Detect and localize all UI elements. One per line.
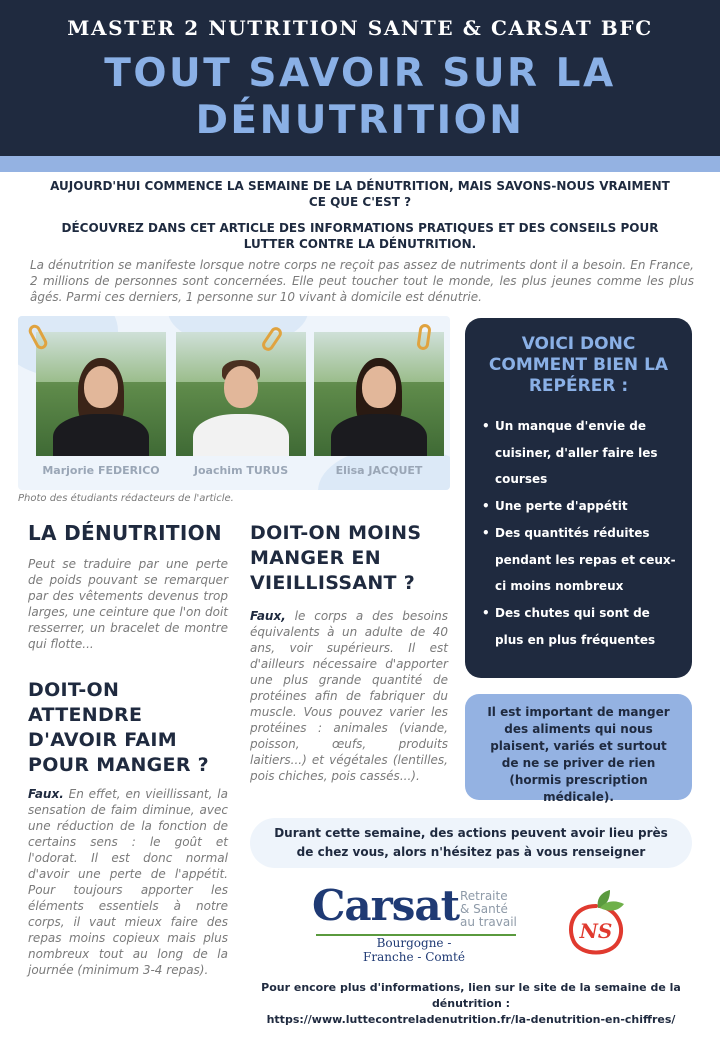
spot-signs-title: VOICI DONC COMMENT BIEN LA REPÉRER :: [488, 334, 669, 396]
spot-signs-list: [495, 413, 681, 653]
lead-paragraph: La dénutrition se manifeste lorsque notre corps ne reçoit pas assez de nutriments dont il a besoin. En France, 2 millions de personnes sont concernées. Elle peut toucher tout le monde, les plus jeunes comme les plus âgés. Parmi ces derniers, 1 personne sur 10 vivant à domicile est dénutrie.: [30, 258, 694, 304]
text-attendre-faim-body: En effet, en vieillissant, la sensation de faim diminue, avec une réduction de la fonction de certains sens : le goût et l'odorat. Il est donc normal d'avoir une perte de l'appétit. Pour toujours apporter les éléments essentiels à notre corps, il vaut mieux faire des repas moins copieux mais plus nombreux tout au long de la journée (minimum 3-4 repas).: [28, 787, 228, 977]
text-attendre-faim: [28, 786, 228, 978]
photo-caption: Photo des étudiants rédacteurs de l'article.: [18, 493, 234, 504]
carsat-logo-word: Carsat: [312, 881, 460, 930]
header-stripe: [0, 156, 720, 172]
student-photos-panel: [18, 316, 450, 490]
footer-link[interactable]: https://www.luttecontreladenutrition.fr/la-denutrition-en-chiffres/: [266, 1013, 676, 1026]
heading-moins-manger: DOIT-ON MOINS MANGER EN VIEILLISSANT ?: [250, 522, 422, 594]
actions-note: Durant cette semaine, des actions peuvent avoir lieu près de chez vous, alors n'hésitez pas à vous renseigner: [250, 818, 692, 868]
footer-info: [236, 980, 706, 1028]
carsat-region-line: Bourgogne -: [376, 936, 452, 950]
answer-faux-2: Faux,: [250, 609, 286, 623]
text-moins-manger-body: le corps a des besoins équivalents à un adulte de 40 ans, voir supérieurs. Il est d'ailleurs nécessaire d'apporter une plus grande quantité de protéines afin de fabriquer du muscle. Vous pouvez varier les protéines : animales (viande, poisson, œufs, produits laitiers...) et végétales (lentilles, pois chiches, pois cassés...).: [250, 609, 448, 783]
page-title-line-2: DÉNUTRITION: [195, 98, 525, 143]
student-name-3: Elisa JACQUET: [335, 464, 423, 477]
heading-denutrition: LA DÉNUTRITION: [28, 521, 222, 545]
advice-card: Il est important de manger des aliments qui nous plaisent, variés et surtout de ne se priver de rien (hormis prescription médicale).: [465, 694, 692, 800]
student-name-2: Joachim TURUS: [193, 464, 289, 477]
text-denutrition: Peut se traduire par une perte de poids pouvant se remarquer par des vêtements devenus trop larges, une ceinture que l'on doit resserrer, un bracelet de montre qui flotte...: [28, 557, 228, 651]
answer-faux-1: Faux.: [28, 787, 64, 801]
list-item: • Une perte d'appétit: [495, 493, 681, 520]
nutrition-sante-logo: [560, 888, 632, 960]
page-title: [40, 50, 680, 144]
carsat-region-line: Franche - Comté: [363, 950, 465, 964]
carsat-logo: [312, 882, 526, 966]
carsat-tag-line: Retraite: [460, 889, 508, 903]
article-intro: DÉCOUVREZ DANS CET ARTICLE DES INFORMATIONS PRATIQUES ET DES CONSEILS POUR LUTTER CONTRE LA DÉNUTRITION.: [61, 221, 659, 251]
carsat-logo-tagline: [460, 890, 517, 929]
footer-info-text: Pour encore plus d'informations, lien sur le site de la semaine de la dénutrition :: [261, 981, 681, 1010]
header-organization: MASTER 2 NUTRITION SANTE & CARSAT BFC: [67, 16, 653, 40]
student-photo-3: [314, 332, 444, 456]
list-item: • Des chutes qui sont de plus en plus fréquentes: [495, 600, 681, 653]
list-item: • Un manque d'envie de cuisiner, d'aller faire les courses: [495, 413, 681, 493]
student-name-1: Marjorie FEDERICO: [42, 464, 160, 477]
heading-attendre-faim: DOIT-ON ATTENDRE D'AVOIR FAIM POUR MANGER ?: [28, 679, 210, 776]
ns-logo-mark: NS: [579, 919, 613, 943]
list-item: • Des quantités réduites pendant les repas et ceux-ci moins nombreux: [495, 520, 681, 600]
header-banner: [0, 0, 720, 156]
intro-question: AUJOURD'HUI COMMENCE LA SEMAINE DE LA DÉNUTRITION, MAIS SAVONS-NOUS VRAIMENT CE QUE C'EST ?: [50, 179, 670, 209]
student-photo-2: [176, 332, 306, 456]
student-photo-1: [36, 332, 166, 456]
carsat-tag-line: & Santé: [460, 902, 508, 916]
carsat-logo-region: [358, 936, 470, 964]
page-title-line-1: TOUT SAVOIR SUR LA: [104, 51, 616, 96]
carsat-tag-line: au travail: [460, 915, 517, 929]
spot-signs-card: [465, 318, 692, 678]
text-moins-manger: [250, 608, 448, 784]
